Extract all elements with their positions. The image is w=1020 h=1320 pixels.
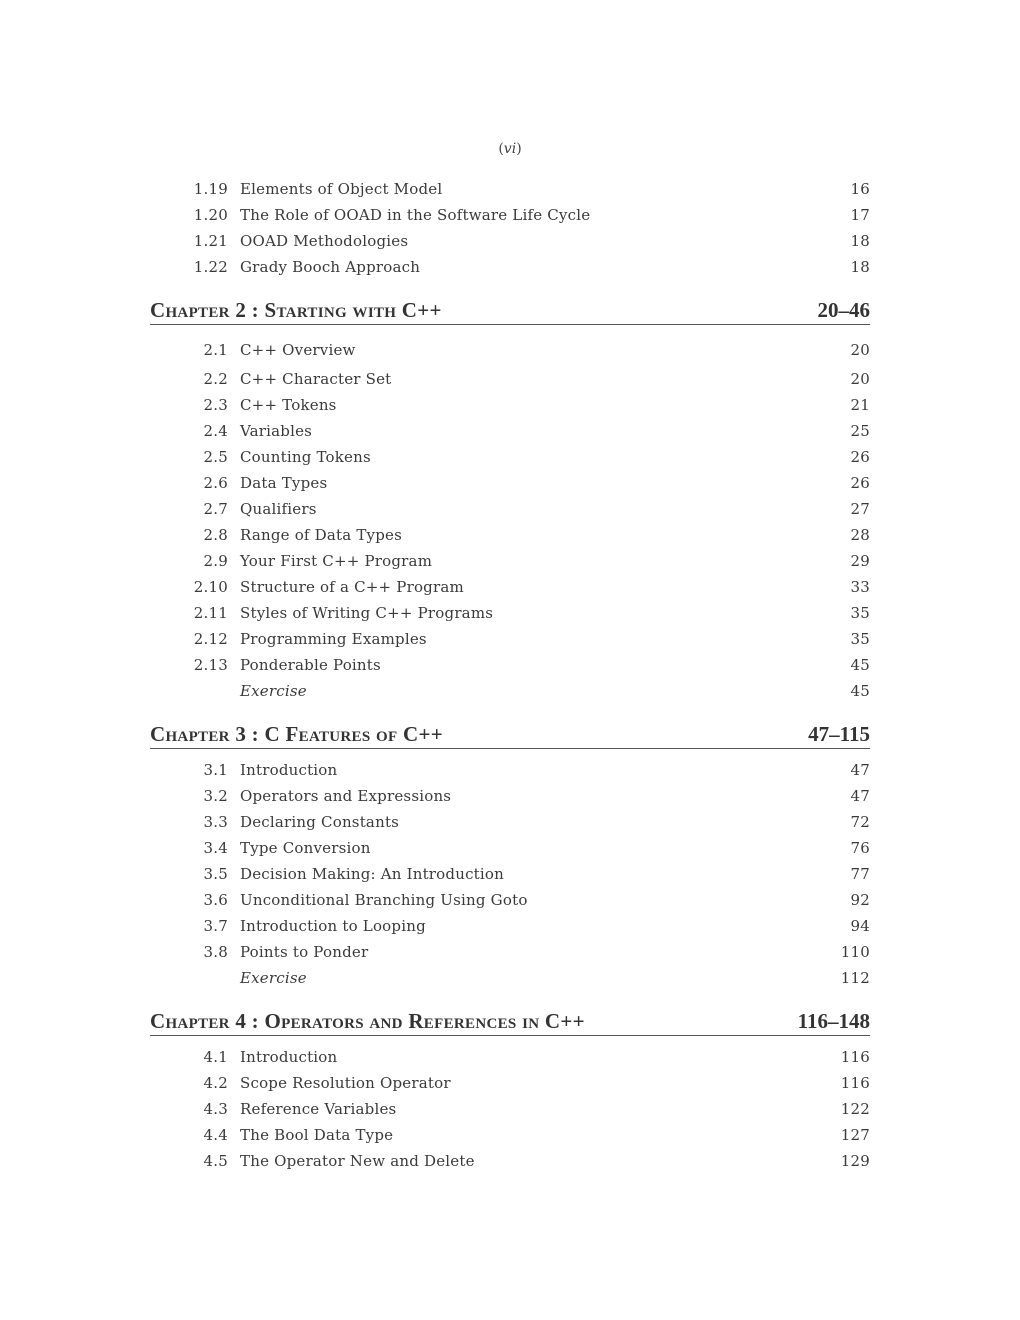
page-ref: 77 <box>850 865 870 883</box>
section-number: 3.1 <box>203 761 228 779</box>
toc-entry[interactable] <box>150 861 870 887</box>
section-title: Reference Variables <box>240 1100 397 1118</box>
section-number: 2.4 <box>203 422 228 440</box>
section-number: 2.8 <box>203 526 228 544</box>
section-title: Introduction to Looping <box>240 917 426 935</box>
section-number: 2.7 <box>203 500 228 518</box>
section-number: 3.8 <box>203 943 228 961</box>
section-title: Introduction <box>240 761 338 779</box>
section-number: 2.5 <box>203 448 228 466</box>
section-title: Exercise <box>240 969 307 987</box>
toc-entry[interactable] <box>150 626 870 652</box>
section-number: 1.21 <box>193 232 228 250</box>
chapter-title: Chapter 3 : C Features of C++ <box>150 722 444 746</box>
toc-entry[interactable] <box>150 202 870 228</box>
page-ref: 29 <box>850 552 870 570</box>
chapter-page-range: 116–148 <box>797 1009 870 1033</box>
section-title: Your First C++ Program <box>240 552 433 570</box>
toc-entry[interactable] <box>150 652 870 678</box>
section-title: C++ Overview <box>240 341 356 359</box>
page-ref: 112 <box>840 969 870 987</box>
section-number: 2.12 <box>193 630 228 648</box>
page-ref: 129 <box>840 1152 870 1170</box>
section-title: Exercise <box>240 682 307 700</box>
section-number: 1.22 <box>193 258 228 276</box>
section-number: 2.9 <box>203 552 228 570</box>
section-number: 2.11 <box>193 604 228 622</box>
section-title: Elements of Object Model <box>240 180 443 198</box>
section-number: 3.4 <box>203 839 228 857</box>
chapter-page-range: 47–115 <box>808 722 870 746</box>
page-ref: 45 <box>850 656 870 674</box>
page-ref: 110 <box>840 943 870 961</box>
section-title: Variables <box>240 422 313 440</box>
toc-entry[interactable] <box>150 366 870 392</box>
page-ref: 16 <box>850 180 870 198</box>
page-ref: 35 <box>850 630 870 648</box>
page-ref: 27 <box>850 500 870 518</box>
toc-entry[interactable] <box>150 1070 870 1096</box>
section-number: 2.3 <box>203 396 228 414</box>
toc-entry[interactable] <box>150 228 870 254</box>
toc-entry[interactable] <box>150 496 870 522</box>
section-title: Unconditional Branching Using Goto <box>240 891 528 909</box>
section-title: Styles of Writing C++ Programs <box>240 604 494 622</box>
page-ref: 127 <box>840 1126 870 1144</box>
section-title: The Operator New and Delete <box>240 1152 475 1170</box>
toc-entry[interactable] <box>150 548 870 574</box>
section-title: The Bool Data Type <box>240 1126 394 1144</box>
section-number: 4.2 <box>203 1074 228 1092</box>
toc-entry[interactable] <box>150 418 870 444</box>
toc-entry[interactable] <box>150 254 870 280</box>
toc-entry[interactable] <box>150 887 870 913</box>
toc-entry-exercise[interactable] <box>150 678 870 704</box>
toc-entry[interactable] <box>150 600 870 626</box>
section-number: 4.1 <box>203 1048 228 1066</box>
toc-entry[interactable] <box>150 337 870 363</box>
chapter-title: Chapter 4 : Operators and References in C++ <box>150 1009 585 1033</box>
section-number: 1.19 <box>193 180 228 198</box>
toc-entry[interactable] <box>150 522 870 548</box>
section-title: Decision Making: An Introduction <box>240 865 504 883</box>
section-title: Declaring Constants <box>240 813 400 831</box>
section-number: 3.6 <box>203 891 228 909</box>
section-title: Scope Resolution Operator <box>240 1074 451 1092</box>
toc-entry[interactable] <box>150 470 870 496</box>
toc-entry[interactable] <box>150 809 870 835</box>
page-ref: 26 <box>850 448 870 466</box>
section-title: Qualifiers <box>240 500 317 518</box>
page-ref: 33 <box>850 578 870 596</box>
section-title: Counting Tokens <box>240 448 371 466</box>
section-title: The Role of OOAD in the Software Life Cycle <box>240 206 591 224</box>
page-ref: 45 <box>850 682 870 700</box>
section-title: Structure of a C++ Program <box>240 578 464 596</box>
section-number: 2.10 <box>193 578 228 596</box>
toc-entry[interactable] <box>150 444 870 470</box>
section-title: Range of Data Types <box>240 526 403 544</box>
section-number: 2.6 <box>203 474 228 492</box>
toc-entry[interactable] <box>150 176 870 202</box>
chapter-heading[interactable] <box>150 1001 870 1036</box>
section-title: Points to Ponder <box>240 943 369 961</box>
page-ref: 116 <box>840 1048 870 1066</box>
toc-entry[interactable] <box>150 783 870 809</box>
chapter-title: Chapter 2 : Starting with C++ <box>150 298 442 322</box>
page-ref: 20 <box>850 341 870 359</box>
page-number-label: vi <box>503 141 517 157</box>
page-ref: 76 <box>850 839 870 857</box>
toc-entry[interactable] <box>150 1044 870 1070</box>
page-ref: 35 <box>850 604 870 622</box>
section-number: 4.5 <box>203 1152 228 1170</box>
section-number: 3.2 <box>203 787 228 805</box>
page-ref: 116 <box>840 1074 870 1092</box>
section-title: Operators and Expressions <box>240 787 452 805</box>
section-number: 3.7 <box>203 917 228 935</box>
section-title: Introduction <box>240 1048 338 1066</box>
toc-entry[interactable] <box>150 1096 870 1122</box>
page-ref: 47 <box>850 787 870 805</box>
chapter-heading[interactable] <box>150 290 870 325</box>
toc-entry[interactable] <box>150 574 870 600</box>
page-ref: 94 <box>850 917 870 935</box>
page-ref: 18 <box>850 232 870 250</box>
section-title: Grady Booch Approach <box>240 258 421 276</box>
section-number: 1.20 <box>193 206 228 224</box>
toc-entry[interactable] <box>150 1148 870 1174</box>
toc-entry[interactable] <box>150 835 870 861</box>
section-number: 4.3 <box>203 1100 228 1118</box>
page-ref: 25 <box>850 422 870 440</box>
section-title: C++ Character Set <box>240 370 392 388</box>
section-title: Ponderable Points <box>240 656 381 674</box>
page-number: (vi) <box>498 141 522 157</box>
toc-entry[interactable] <box>150 913 870 939</box>
toc-entry[interactable] <box>150 1122 870 1148</box>
section-title: OOAD Methodologies <box>240 232 409 250</box>
table-of-contents <box>150 176 870 1174</box>
section-number: 4.4 <box>203 1126 228 1144</box>
page-ref: 92 <box>850 891 870 909</box>
page-ref: 122 <box>840 1100 870 1118</box>
toc-entry-exercise[interactable] <box>150 965 870 991</box>
section-title: Programming Examples <box>240 630 427 648</box>
section-number: 2.13 <box>193 656 228 674</box>
page-ref: 28 <box>850 526 870 544</box>
toc-entry[interactable] <box>150 392 870 418</box>
section-title: Type Conversion <box>240 839 371 857</box>
page-ref: 17 <box>850 206 870 224</box>
section-number: 3.5 <box>203 865 228 883</box>
section-title: Data Types <box>240 474 328 492</box>
toc-entry[interactable] <box>150 757 870 783</box>
section-title: C++ Tokens <box>240 396 337 414</box>
page-ref: 20 <box>850 370 870 388</box>
chapter-page-range: 20–46 <box>817 298 870 322</box>
section-number: 2.1 <box>203 341 228 359</box>
page-ref: 18 <box>850 258 870 276</box>
chapter-heading[interactable] <box>150 714 870 749</box>
section-number: 2.2 <box>203 370 228 388</box>
page-ref: 26 <box>850 474 870 492</box>
page-ref: 72 <box>850 813 870 831</box>
page-ref: 47 <box>850 761 870 779</box>
toc-entry[interactable] <box>150 939 870 965</box>
section-number: 3.3 <box>203 813 228 831</box>
page-ref: 21 <box>850 396 870 414</box>
